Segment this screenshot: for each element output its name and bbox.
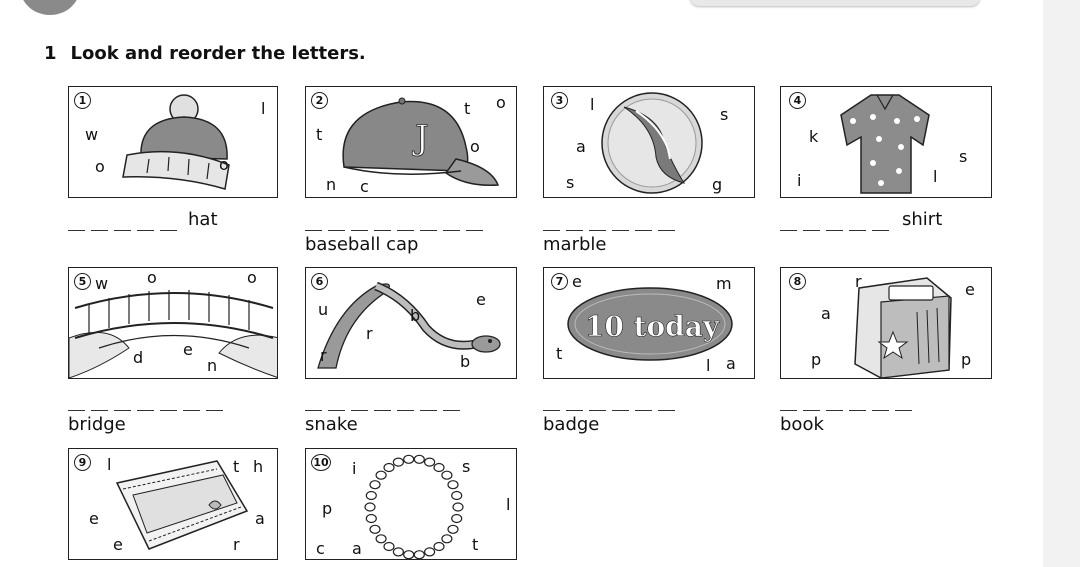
item-number: 10	[311, 454, 331, 471]
letter: b	[410, 306, 421, 325]
item-1-picture-box	[68, 86, 278, 198]
necklace-bead	[448, 481, 458, 489]
letter: h	[253, 457, 264, 476]
letter: r	[855, 272, 862, 291]
necklace-bead	[376, 471, 386, 479]
answer-word: bridge	[68, 414, 126, 435]
letter: i	[352, 459, 357, 478]
letter: k	[809, 127, 819, 146]
item-number: 9	[74, 454, 91, 471]
letter: m	[716, 274, 732, 293]
item-9-picture-box	[68, 448, 278, 560]
letter: e	[89, 509, 99, 528]
letter: s	[566, 173, 575, 192]
letter: u	[318, 300, 329, 319]
letter: r	[366, 324, 373, 343]
letter: t	[472, 535, 479, 554]
letter: r	[233, 535, 240, 554]
necklace-bead	[425, 548, 435, 556]
letter: t	[233, 457, 240, 476]
necklace-bead	[393, 548, 403, 556]
letter: t	[316, 125, 323, 144]
letter: s	[959, 147, 968, 166]
necklace-bead	[442, 471, 452, 479]
necklace-bead	[370, 525, 380, 533]
answer-word: hat	[188, 209, 218, 230]
letter: s	[720, 105, 729, 124]
item-number: 3	[551, 92, 568, 109]
item-number: 2	[311, 92, 328, 109]
necklace-bead	[452, 515, 462, 523]
letter: a	[255, 509, 265, 528]
item-8-picture-box	[780, 267, 992, 379]
answer-word: shirt	[902, 209, 943, 230]
letter: l	[590, 95, 595, 114]
letter: i	[797, 171, 802, 190]
necklace-bead	[448, 525, 458, 533]
decorative-banner	[690, 0, 980, 6]
letter: l	[706, 356, 711, 375]
necklace-bead	[404, 455, 414, 463]
badge-text: 10 today	[584, 310, 720, 343]
letter: g	[712, 175, 723, 194]
item-number: 4	[789, 92, 806, 109]
letter: t	[556, 344, 563, 363]
cap-logo-letter: J	[415, 118, 429, 158]
wool-hat-icon	[69, 87, 278, 198]
letter: d	[133, 348, 144, 367]
necklace-bead	[434, 464, 444, 472]
answer-blanks[interactable]	[543, 410, 675, 411]
letter: t	[464, 99, 471, 118]
letter: p	[811, 350, 822, 369]
exercise-instruction: Look and reorder the letters.	[70, 43, 366, 64]
letter: w	[85, 125, 99, 144]
answer-blanks[interactable]	[305, 230, 483, 231]
item-7-picture-box	[543, 267, 755, 379]
letter: a	[352, 539, 362, 558]
necklace-bead	[370, 481, 380, 489]
item-6-picture-box	[305, 267, 517, 379]
letter: n	[326, 175, 337, 194]
necklace-bead	[452, 492, 462, 500]
answer-blanks[interactable]	[780, 230, 889, 231]
letter: b	[460, 352, 471, 371]
necklace-bead	[442, 535, 452, 543]
exercise-heading	[44, 43, 366, 64]
item-10-picture-box	[305, 448, 517, 560]
letter: l	[506, 495, 511, 514]
necklace-bead	[384, 464, 394, 472]
letter: e	[113, 535, 123, 554]
necklace-bead	[366, 492, 376, 500]
necklace-icon	[306, 449, 517, 560]
necklace-bead	[393, 458, 403, 466]
necklace-bead	[414, 455, 424, 463]
item-number: 5	[74, 273, 91, 290]
necklace-bead	[434, 543, 444, 551]
necklace-bead	[384, 543, 394, 551]
letter: l	[107, 455, 112, 474]
letter: e	[183, 340, 193, 359]
page-side-margin	[1043, 0, 1080, 567]
answer-word: snake	[305, 414, 358, 435]
necklace-bead	[453, 503, 463, 511]
answer-word: marble	[543, 234, 607, 255]
exercise-number: 1	[44, 43, 57, 64]
baseball-cap-icon	[306, 87, 517, 198]
item-number: 1	[74, 92, 91, 109]
letter: l	[261, 99, 266, 118]
letter: a	[576, 137, 586, 156]
letter: p	[322, 499, 333, 518]
letter: n	[207, 356, 218, 375]
letter: s	[462, 457, 471, 476]
answer-blanks[interactable]	[68, 410, 223, 411]
answer-blanks[interactable]	[68, 230, 177, 231]
letter: o	[95, 157, 105, 176]
necklace-bead	[425, 458, 435, 466]
necklace-bead	[414, 551, 424, 559]
necklace-bead	[366, 515, 376, 523]
letter: r	[320, 346, 327, 365]
answer-word: baseball cap	[305, 234, 419, 255]
item-number: 8	[789, 273, 806, 290]
item-number: 6	[311, 273, 328, 290]
answer-word: book	[780, 414, 824, 435]
letter: c	[316, 539, 325, 558]
item-4-picture-box	[780, 86, 992, 198]
letter: e	[476, 290, 486, 309]
letter: a	[726, 354, 736, 373]
letter: l	[933, 167, 938, 186]
wallet-icon	[69, 449, 278, 560]
letter: c	[360, 177, 369, 196]
item-2-picture-box	[305, 86, 517, 198]
necklace-bead	[376, 535, 386, 543]
letter: o	[247, 268, 257, 287]
letter: w	[95, 274, 109, 293]
letter: o	[470, 137, 480, 156]
letter: a	[821, 304, 831, 323]
answer-blanks[interactable]	[305, 410, 460, 411]
necklace-bead	[404, 551, 414, 559]
item-number: 7	[551, 273, 568, 290]
necklace-bead	[365, 503, 375, 511]
answer-blanks[interactable]	[780, 410, 912, 411]
letter: o	[219, 155, 229, 174]
letter: o	[496, 93, 506, 112]
answer-word: badge	[543, 414, 600, 435]
letter: o	[147, 268, 157, 287]
item-3-picture-box	[543, 86, 755, 198]
letter: e	[572, 272, 582, 291]
letter: p	[961, 350, 972, 369]
item-5-picture-box	[68, 267, 278, 379]
answer-blanks[interactable]	[543, 230, 675, 231]
decorative-blob	[20, 0, 80, 15]
letter: e	[965, 280, 975, 299]
